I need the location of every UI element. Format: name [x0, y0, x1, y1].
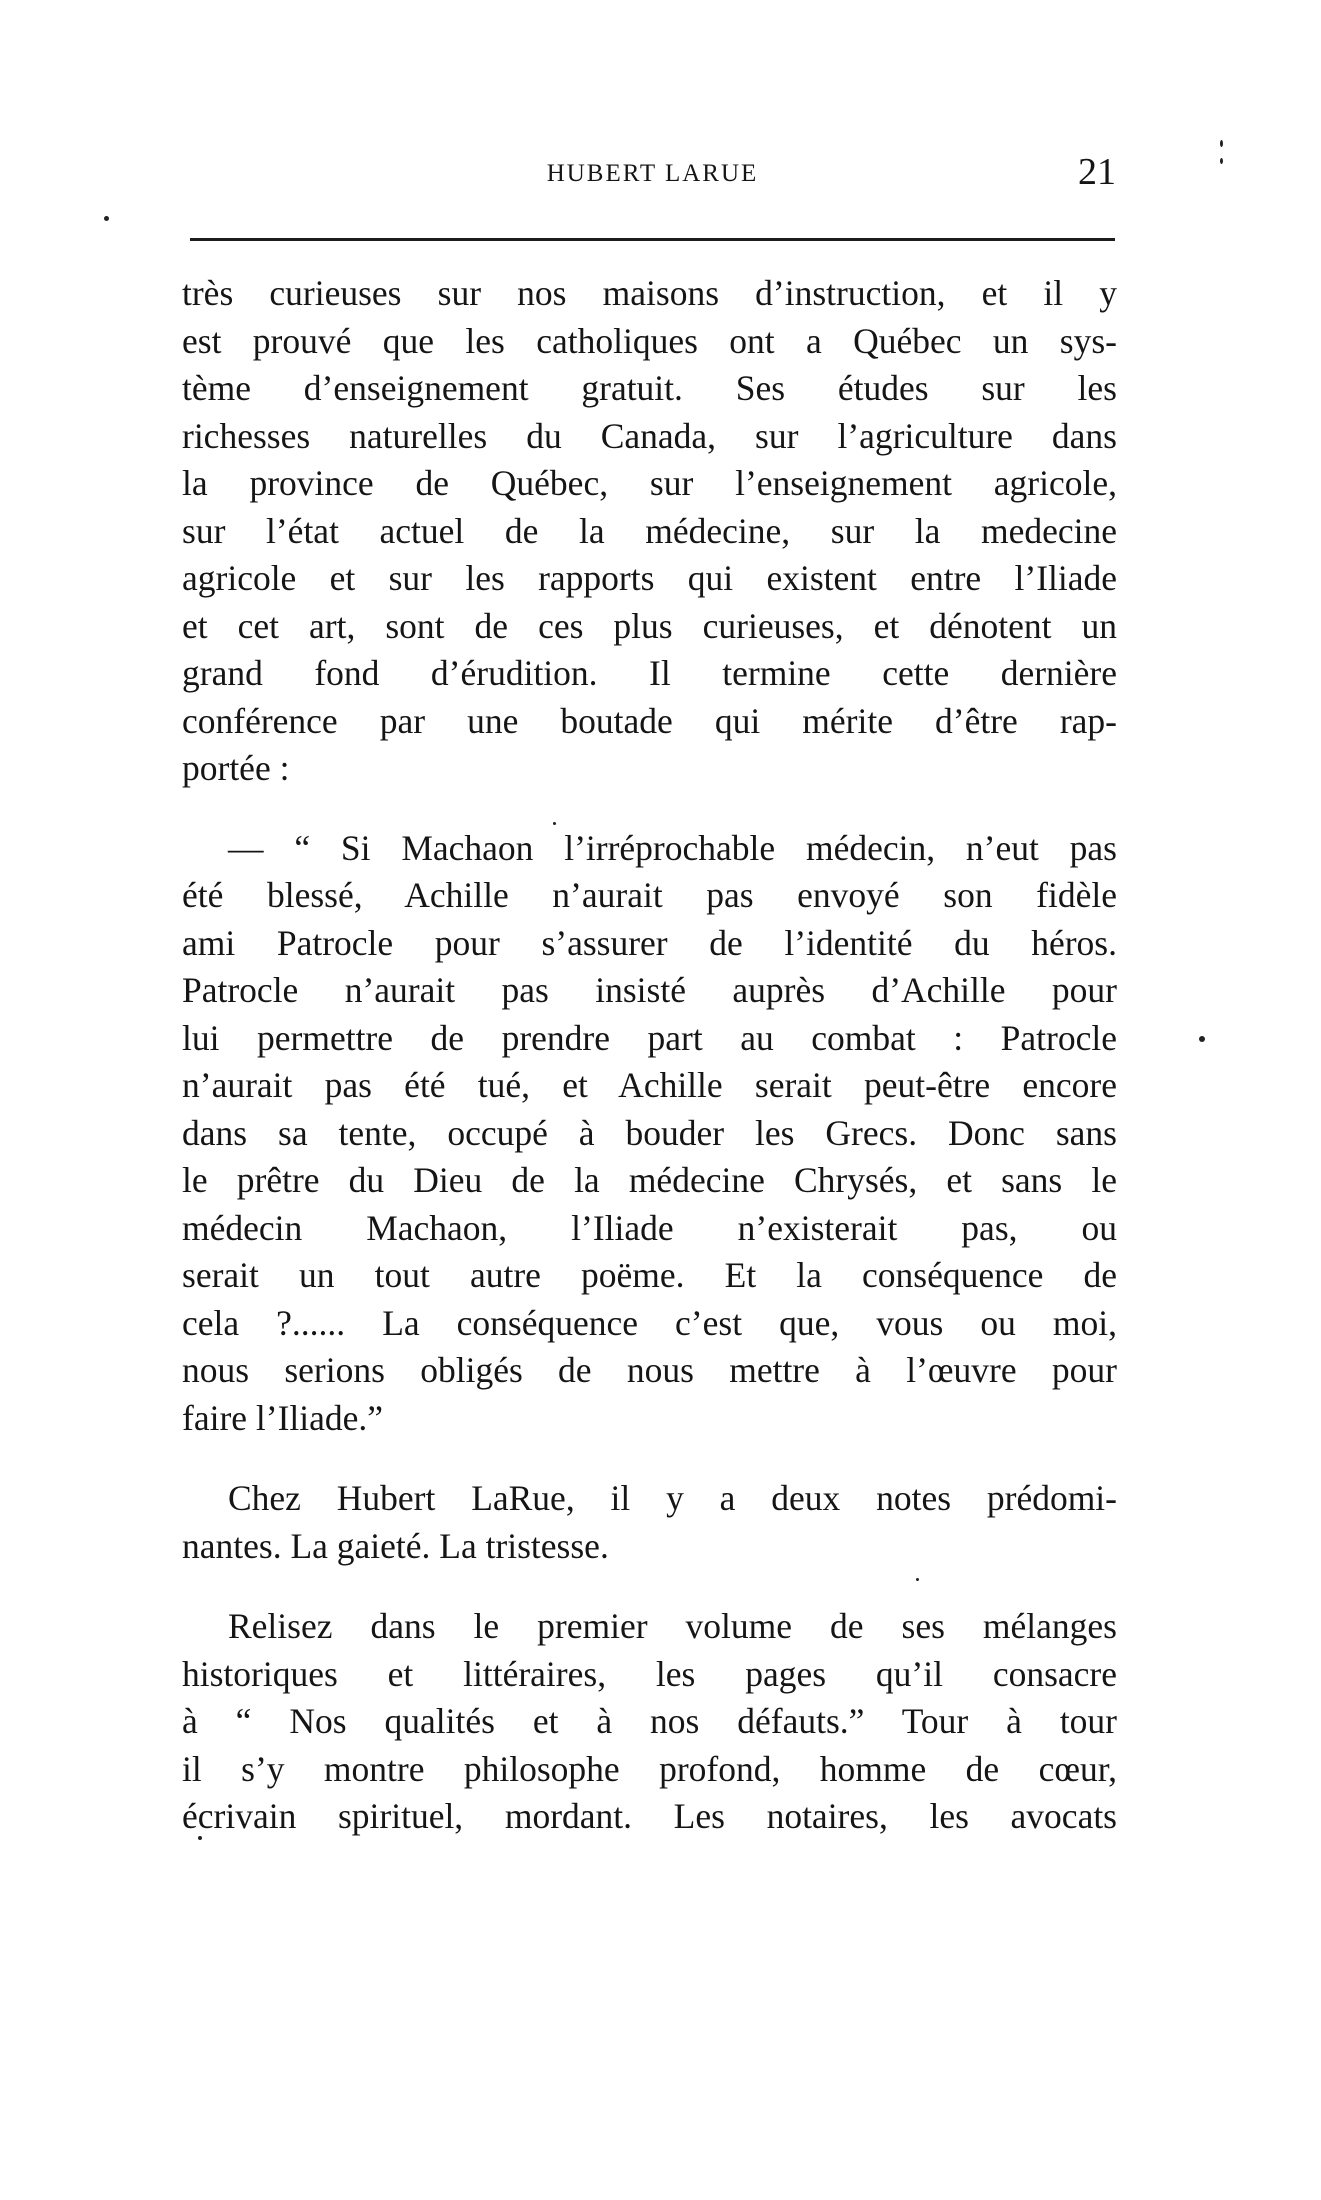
text-line: il s’y montre philosophe profond, homme de cœur, [182, 1748, 1117, 1789]
text-line: la province de Québec, sur l’enseignement agricole, [182, 463, 1117, 503]
text-line: tème d’enseignement gratuit. Ses études sur les [182, 368, 1117, 408]
scan-speck [553, 822, 556, 825]
text-line: portée : [182, 748, 290, 788]
text-line: ami Patrocle pour s’assurer de l’identité du héros. [182, 922, 1117, 963]
text-line: est prouvé que les catholiques ont a Québec un sys- [182, 320, 1117, 361]
scan-speck [916, 1578, 919, 1581]
scan-speck [198, 1836, 202, 1840]
page-header [185, 150, 1120, 200]
text-line: — “ Si Machaon l’irréprochable médecin, n’eut pas [228, 827, 1117, 868]
paragraph-1 [182, 270, 1117, 793]
text-line: cela ?...... La conséquence c’est que, vous ou moi, [182, 1302, 1117, 1343]
scan-speck [1199, 1036, 1205, 1042]
text-line: nantes. La gaieté. La tristesse. [182, 1525, 609, 1566]
text-line: écrivain spirituel, mordant. Les notaires, les avocats [182, 1796, 1117, 1836]
text-line: richesses naturelles du Canada, sur l’agriculture dans [182, 415, 1117, 456]
text-line: et cet art, sont de ces plus curieuses, et dénotent un [182, 605, 1117, 646]
paragraph-3 [182, 1475, 1117, 1570]
paragraph-2-quotation [182, 825, 1117, 1443]
scan-speck [1220, 158, 1223, 164]
text-line: été blessé, Achille n’aurait pas envoyé son fidèle [182, 875, 1117, 915]
page-number: 21 [1078, 151, 1116, 193]
text-line: Chez Hubert LaRue, il y a deux notes prédomi- [228, 1478, 1117, 1518]
text-line: sur l’état actuel de la médecine, sur la medecine [182, 510, 1117, 551]
header-rule [190, 238, 1115, 241]
text-line: n’aurait pas été tué, et Achille serait peut-être encore [182, 1065, 1117, 1105]
scan-speck [1220, 140, 1223, 147]
text-line: faire l’Iliade.” [182, 1397, 384, 1438]
text-line: Patrocle n’aurait pas insisté auprès d’Achille pour [182, 970, 1117, 1010]
text-line: conférence par une boutade qui mérite d’être rap- [182, 700, 1117, 741]
body-text [182, 270, 1117, 1841]
text-line: historiques et littéraires, les pages qu’il consacre [182, 1653, 1117, 1694]
scan-speck [104, 216, 109, 221]
text-line: médecin Machaon, l’Iliade n’existerait pas, ou [182, 1207, 1117, 1248]
text-line: lui permettre de prendre part au combat : Patrocle [182, 1017, 1117, 1058]
text-line: serait un tout autre poëme. Et la conséquence de [182, 1255, 1117, 1295]
paragraph-4 [182, 1603, 1117, 1841]
text-line: à “ Nos qualités et à nos défauts.” Tour à tour [182, 1701, 1117, 1741]
text-line: le prêtre du Dieu de la médecine Chrysés, et sans le [182, 1160, 1117, 1200]
text-line: agricole et sur les rapports qui existent entre l’Iliade [182, 558, 1117, 598]
running-title: HUBERT LARUE [546, 160, 759, 187]
text-line: grand fond d’érudition. Il termine cette dernière [182, 653, 1117, 693]
text-line: très curieuses sur nos maisons d’instruction, et il y [182, 273, 1117, 313]
text-line: nous serions obligés de nous mettre à l’œuvre pour [182, 1350, 1117, 1390]
text-line: Relisez dans le premier volume de ses mélanges [228, 1606, 1117, 1646]
text-line: dans sa tente, occupé à bouder les Grecs. Donc sans [182, 1112, 1117, 1153]
